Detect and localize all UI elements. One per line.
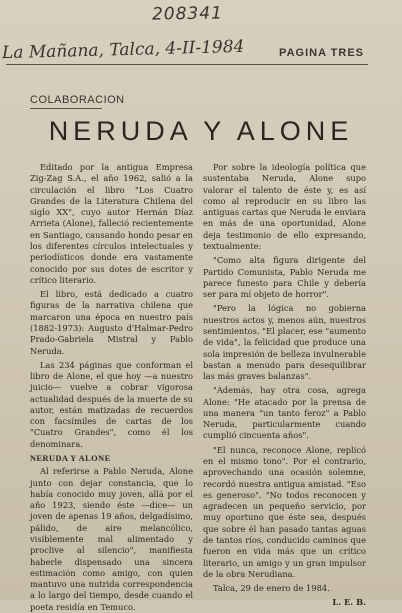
article-title: NERUDA Y ALONE [48, 116, 354, 146]
handwritten-masthead: La Mañana, Talca, 4-II-1984 [1, 36, 245, 64]
section-label: COLABORACION [30, 94, 125, 106]
right-column [203, 162, 366, 608]
paragraph: "Como alta figura dirigente del Partido Comunista, Pablo Neruda me parece funesto para Chile y debería ser para mí objeto de horror". [203, 255, 366, 300]
paragraph: Por sobre la ideología política que sustentaba Neruda, Alone supo valorar el talento de éste y, es así como al reproducir en su libro las antiguas cartas que Neruda le enviara en más de una oportunidad, Alone deja testimonio de ello expresando, textualmente: [203, 162, 366, 251]
paragraph: "Pero la lógica no gobierna nuestros actos y, menos aún, nuestros sentimientos. "El placer, ese "aumento de vida", la felicidad que produce una sola impresión de belleza invulnerable bastan a menudo para desequilibrar las más graves balanzas". [203, 303, 366, 382]
section-underline [30, 108, 102, 109]
handwritten-archive-number: 208341 [151, 3, 224, 25]
column-subhead: NERUDA Y ALONE [30, 454, 111, 464]
author-initials: L. E. B. [332, 597, 366, 608]
header-rule [6, 64, 368, 65]
closing-date: Talca, 29 de enero de 1984. [213, 583, 330, 594]
paragraph: "Además, hay otra cosa, agrega Alone: "He atacado por la prensa de una manera "un tanto feroz" a Pablo Neruda, particularmente cuando cumplió cincuenta años". [203, 385, 366, 441]
left-column [30, 162, 193, 612]
paragraph: El libro, está dedicado a cuatro figuras de la narrativa chilena que marcaron una época en nuestro país (1882-1973): Augusto d'Halmar-Pedro Prado-Gabriela Mistral y Pablo Neruda. [30, 289, 193, 356]
paragraph: Al referirse a Pablo Neruda, Alone junto con dejar constancia, que lo había conocido muy joven, allá por el año 1923, siendo éste —dice— un joven de apenas 19 años, delgadísimo, pálido, de aire melancólico, visiblemente mal alimentado y proclive al silencio", manifiesta haberle dispensado una sincera estimación como amigo, con quien mantuvo una nutrida correspondencia a lo largo del tiempo, desde cuando el poeta residía en Temuco. [30, 466, 193, 612]
article-body [30, 162, 366, 612]
paragraph: "El nunca, reconoce Alone, replicó en el mismo tono". Por el contrario, aprovechando una ocasión solemne, recordó nuestra antigua amistad. "Eso es generoso". "No todos reconocen y agradecen un pequeño servicio, por muy oportuno que éste sea, después que sobre él han pasado tantas aguas de tantos ríos, conducido caminos que fueron en vida más que un crítico literario, un amigo y un gran impulsor de la obra Nerudiana. [203, 444, 366, 579]
page-label: PAGINA TRES [279, 47, 364, 59]
paragraph: Las 234 páginas que conforman el libro de Alone, el que hoy —a nuestro juicio— vuelve a cobrar vigorosa actualidad después de la muerte de su autor, están matizadas de recuerdos con facsímiles de cartas de los "Cuatro Grandes", como él los denominara. [30, 359, 193, 449]
paragraph: Editado por la antigua Empresa Zig-Zag S.A., el año 1962, salió a la circulación el libro "Los Cuatro Grandes de la Literatura Chilena del siglo XX", cuyo autor Hernán Díaz Arrieta (Alone), falleció recientemente en Santiago, causando hondo pesar en los diferentes círculos intelectuales y periodísticos donde era vastamente conocido por sus dotes de escritor y crítico literario. [30, 162, 193, 285]
